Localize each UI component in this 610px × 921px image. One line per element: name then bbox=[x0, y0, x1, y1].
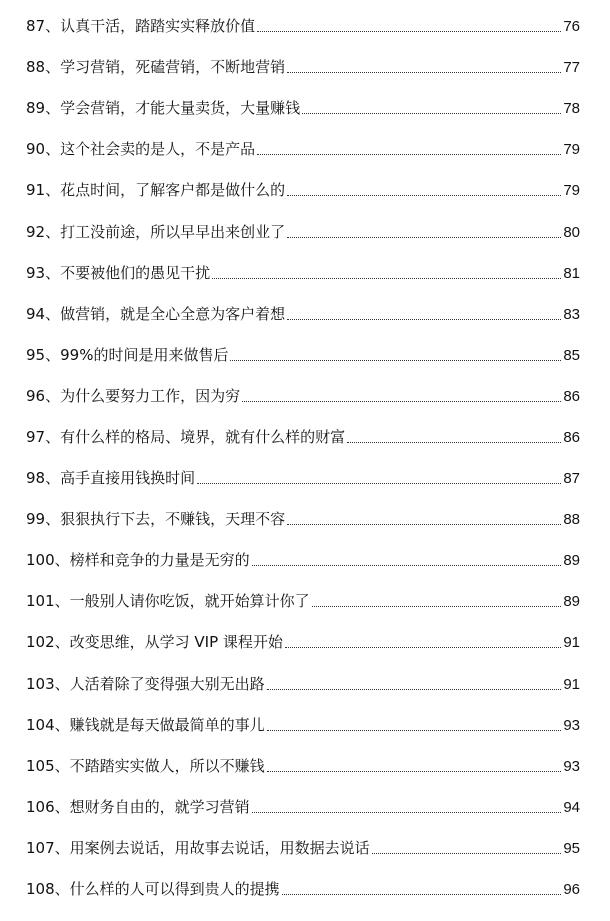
entry-separator: 、 bbox=[54, 715, 70, 734]
entry-separator: 、 bbox=[45, 386, 61, 405]
table-of-contents bbox=[26, 6, 580, 910]
entry-page-number: 81 bbox=[563, 264, 580, 282]
entry-separator: 、 bbox=[54, 838, 70, 857]
entry-number: 107 bbox=[26, 838, 55, 857]
entry-separator: 、 bbox=[54, 592, 70, 611]
toc-entry[interactable] bbox=[26, 540, 580, 581]
toc-entry[interactable] bbox=[26, 499, 580, 540]
entry-page-number: 93 bbox=[563, 757, 580, 775]
entry-page-number: 83 bbox=[563, 305, 580, 323]
dot-leader bbox=[347, 442, 561, 443]
entry-title: 什么样的人可以得到贵人的提携 bbox=[69, 880, 280, 899]
dot-leader bbox=[197, 483, 561, 484]
entry-page-number: 95 bbox=[563, 839, 580, 857]
dot-leader bbox=[252, 812, 562, 813]
dot-leader bbox=[282, 894, 562, 895]
entry-page-number: 91 bbox=[563, 675, 580, 693]
entry-number: 105 bbox=[26, 756, 55, 775]
entry-separator: 、 bbox=[45, 181, 61, 200]
dot-leader bbox=[287, 524, 561, 525]
dot-leader bbox=[242, 401, 561, 402]
entry-title: 不要被他们的愚见干扰 bbox=[60, 263, 211, 282]
entry-title: 这个社会卖的是人，不是产品 bbox=[60, 140, 256, 159]
entry-number: 97 bbox=[26, 427, 46, 446]
dot-leader bbox=[267, 689, 562, 690]
toc-entry[interactable] bbox=[26, 170, 580, 211]
entry-page-number: 80 bbox=[563, 223, 580, 241]
dot-leader bbox=[287, 237, 561, 238]
entry-number: 101 bbox=[26, 592, 55, 611]
entry-separator: 、 bbox=[45, 17, 61, 36]
entry-title: 改变思维，从学习 VIP 课程开始 bbox=[69, 633, 283, 652]
toc-entry[interactable] bbox=[26, 129, 580, 170]
dot-leader bbox=[252, 565, 562, 566]
entry-page-number: 93 bbox=[563, 716, 580, 734]
toc-entry[interactable] bbox=[26, 705, 580, 746]
toc-entry[interactable] bbox=[26, 746, 580, 787]
entry-number: 95 bbox=[26, 345, 46, 364]
toc-entry[interactable] bbox=[26, 294, 580, 335]
entry-page-number: 87 bbox=[563, 470, 580, 488]
dot-leader bbox=[287, 72, 561, 73]
entry-page-number: 78 bbox=[563, 100, 580, 118]
entry-number: 93 bbox=[26, 263, 46, 282]
dot-leader bbox=[257, 154, 561, 155]
entry-separator: 、 bbox=[45, 222, 61, 241]
entry-page-number: 79 bbox=[563, 141, 580, 159]
entry-number: 91 bbox=[26, 181, 46, 200]
entry-page-number: 77 bbox=[563, 59, 580, 77]
entry-separator: 、 bbox=[45, 427, 61, 446]
entry-number: 96 bbox=[26, 386, 46, 405]
entry-separator: 、 bbox=[54, 633, 70, 652]
toc-entry[interactable] bbox=[26, 376, 580, 417]
dot-leader bbox=[287, 195, 561, 196]
entry-title: 学会营销，才能大量卖货，大量赚钱 bbox=[60, 99, 301, 118]
entry-separator: 、 bbox=[45, 263, 61, 282]
toc-entry[interactable] bbox=[26, 47, 580, 88]
dot-leader bbox=[372, 853, 562, 854]
entry-number: 108 bbox=[26, 880, 55, 899]
toc-entry[interactable] bbox=[26, 88, 580, 129]
entry-title: 有什么样的格局、境界，就有什么样的财富 bbox=[60, 427, 346, 446]
toc-entry[interactable] bbox=[26, 828, 580, 869]
entry-title: 认真干活，踏踏实实释放价值 bbox=[60, 17, 256, 36]
entry-title: 做营销，就是全心全意为客户着想 bbox=[60, 304, 286, 323]
entry-number: 98 bbox=[26, 469, 46, 488]
toc-entry[interactable] bbox=[26, 253, 580, 294]
entry-number: 99 bbox=[26, 510, 46, 529]
entry-title: 99%的时间是用来做售后 bbox=[60, 345, 229, 364]
entry-separator: 、 bbox=[54, 756, 70, 775]
dot-leader bbox=[267, 771, 562, 772]
dot-leader bbox=[257, 31, 561, 32]
entry-page-number: 89 bbox=[563, 593, 580, 611]
entry-title: 为什么要努力工作，因为穷 bbox=[60, 386, 241, 405]
dot-leader bbox=[312, 606, 562, 607]
entry-page-number: 91 bbox=[563, 634, 580, 652]
dot-leader bbox=[212, 278, 561, 279]
entry-page-number: 86 bbox=[563, 428, 580, 446]
toc-entry[interactable] bbox=[26, 417, 580, 458]
toc-entry[interactable] bbox=[26, 581, 580, 622]
toc-entry[interactable] bbox=[26, 869, 580, 910]
entry-number: 90 bbox=[26, 140, 46, 159]
entry-title: 赚钱就是每天做最简单的事儿 bbox=[69, 715, 265, 734]
entry-separator: 、 bbox=[54, 797, 70, 816]
entry-page-number: 88 bbox=[563, 511, 580, 529]
entry-page-number: 79 bbox=[563, 182, 580, 200]
entry-separator: 、 bbox=[45, 99, 61, 118]
entry-number: 102 bbox=[26, 633, 55, 652]
entry-number: 87 bbox=[26, 17, 46, 36]
toc-entry[interactable] bbox=[26, 664, 580, 705]
entry-separator: 、 bbox=[54, 880, 70, 899]
entry-page-number: 85 bbox=[563, 346, 580, 364]
entry-number: 103 bbox=[26, 674, 55, 693]
entry-page-number: 89 bbox=[563, 552, 580, 570]
entry-separator: 、 bbox=[45, 345, 61, 364]
entry-title: 狠狠执行下去，不赚钱，天理不容 bbox=[60, 510, 286, 529]
entry-title: 不踏踏实实做人，所以不赚钱 bbox=[69, 756, 265, 775]
entry-page-number: 96 bbox=[563, 881, 580, 899]
entry-number: 89 bbox=[26, 99, 46, 118]
entry-title: 用案例去说话，用故事去说话，用数据去说话 bbox=[69, 838, 370, 857]
entry-separator: 、 bbox=[45, 469, 61, 488]
dot-leader bbox=[302, 113, 561, 114]
entry-page-number: 86 bbox=[563, 387, 580, 405]
entry-number: 94 bbox=[26, 304, 46, 323]
entry-title: 想财务自由的，就学习营销 bbox=[69, 797, 250, 816]
toc-entry[interactable] bbox=[26, 622, 580, 663]
dot-leader bbox=[230, 360, 561, 361]
entry-number: 106 bbox=[26, 797, 55, 816]
dot-leader bbox=[285, 647, 561, 648]
entry-separator: 、 bbox=[54, 674, 70, 693]
entry-separator: 、 bbox=[45, 58, 61, 77]
entry-title: 花点时间，了解客户都是做什么的 bbox=[60, 181, 286, 200]
dot-leader bbox=[287, 319, 561, 320]
toc-entry[interactable] bbox=[26, 787, 580, 828]
entry-number: 92 bbox=[26, 222, 46, 241]
toc-entry[interactable] bbox=[26, 211, 580, 252]
toc-entry[interactable] bbox=[26, 6, 580, 47]
dot-leader bbox=[267, 730, 562, 731]
entry-title: 打工没前途，所以早早出来创业了 bbox=[60, 222, 286, 241]
toc-entry[interactable] bbox=[26, 335, 580, 376]
entry-title: 榜样和竞争的力量是无穷的 bbox=[69, 551, 250, 570]
entry-page-number: 76 bbox=[563, 18, 580, 36]
entry-separator: 、 bbox=[45, 304, 61, 323]
entry-number: 88 bbox=[26, 58, 46, 77]
entry-title: 高手直接用钱换时间 bbox=[60, 469, 196, 488]
entry-number: 100 bbox=[26, 551, 55, 570]
entry-title: 学习营销，死磕营销，不断地营销 bbox=[60, 58, 286, 77]
toc-entry[interactable] bbox=[26, 458, 580, 499]
entry-separator: 、 bbox=[54, 551, 70, 570]
entry-separator: 、 bbox=[45, 140, 61, 159]
entry-number: 104 bbox=[26, 715, 55, 734]
entry-separator: 、 bbox=[45, 510, 61, 529]
entry-title: 人活着除了变得强大别无出路 bbox=[69, 674, 265, 693]
entry-title: 一般别人请你吃饭，就开始算计你了 bbox=[69, 592, 310, 611]
entry-page-number: 94 bbox=[563, 798, 580, 816]
